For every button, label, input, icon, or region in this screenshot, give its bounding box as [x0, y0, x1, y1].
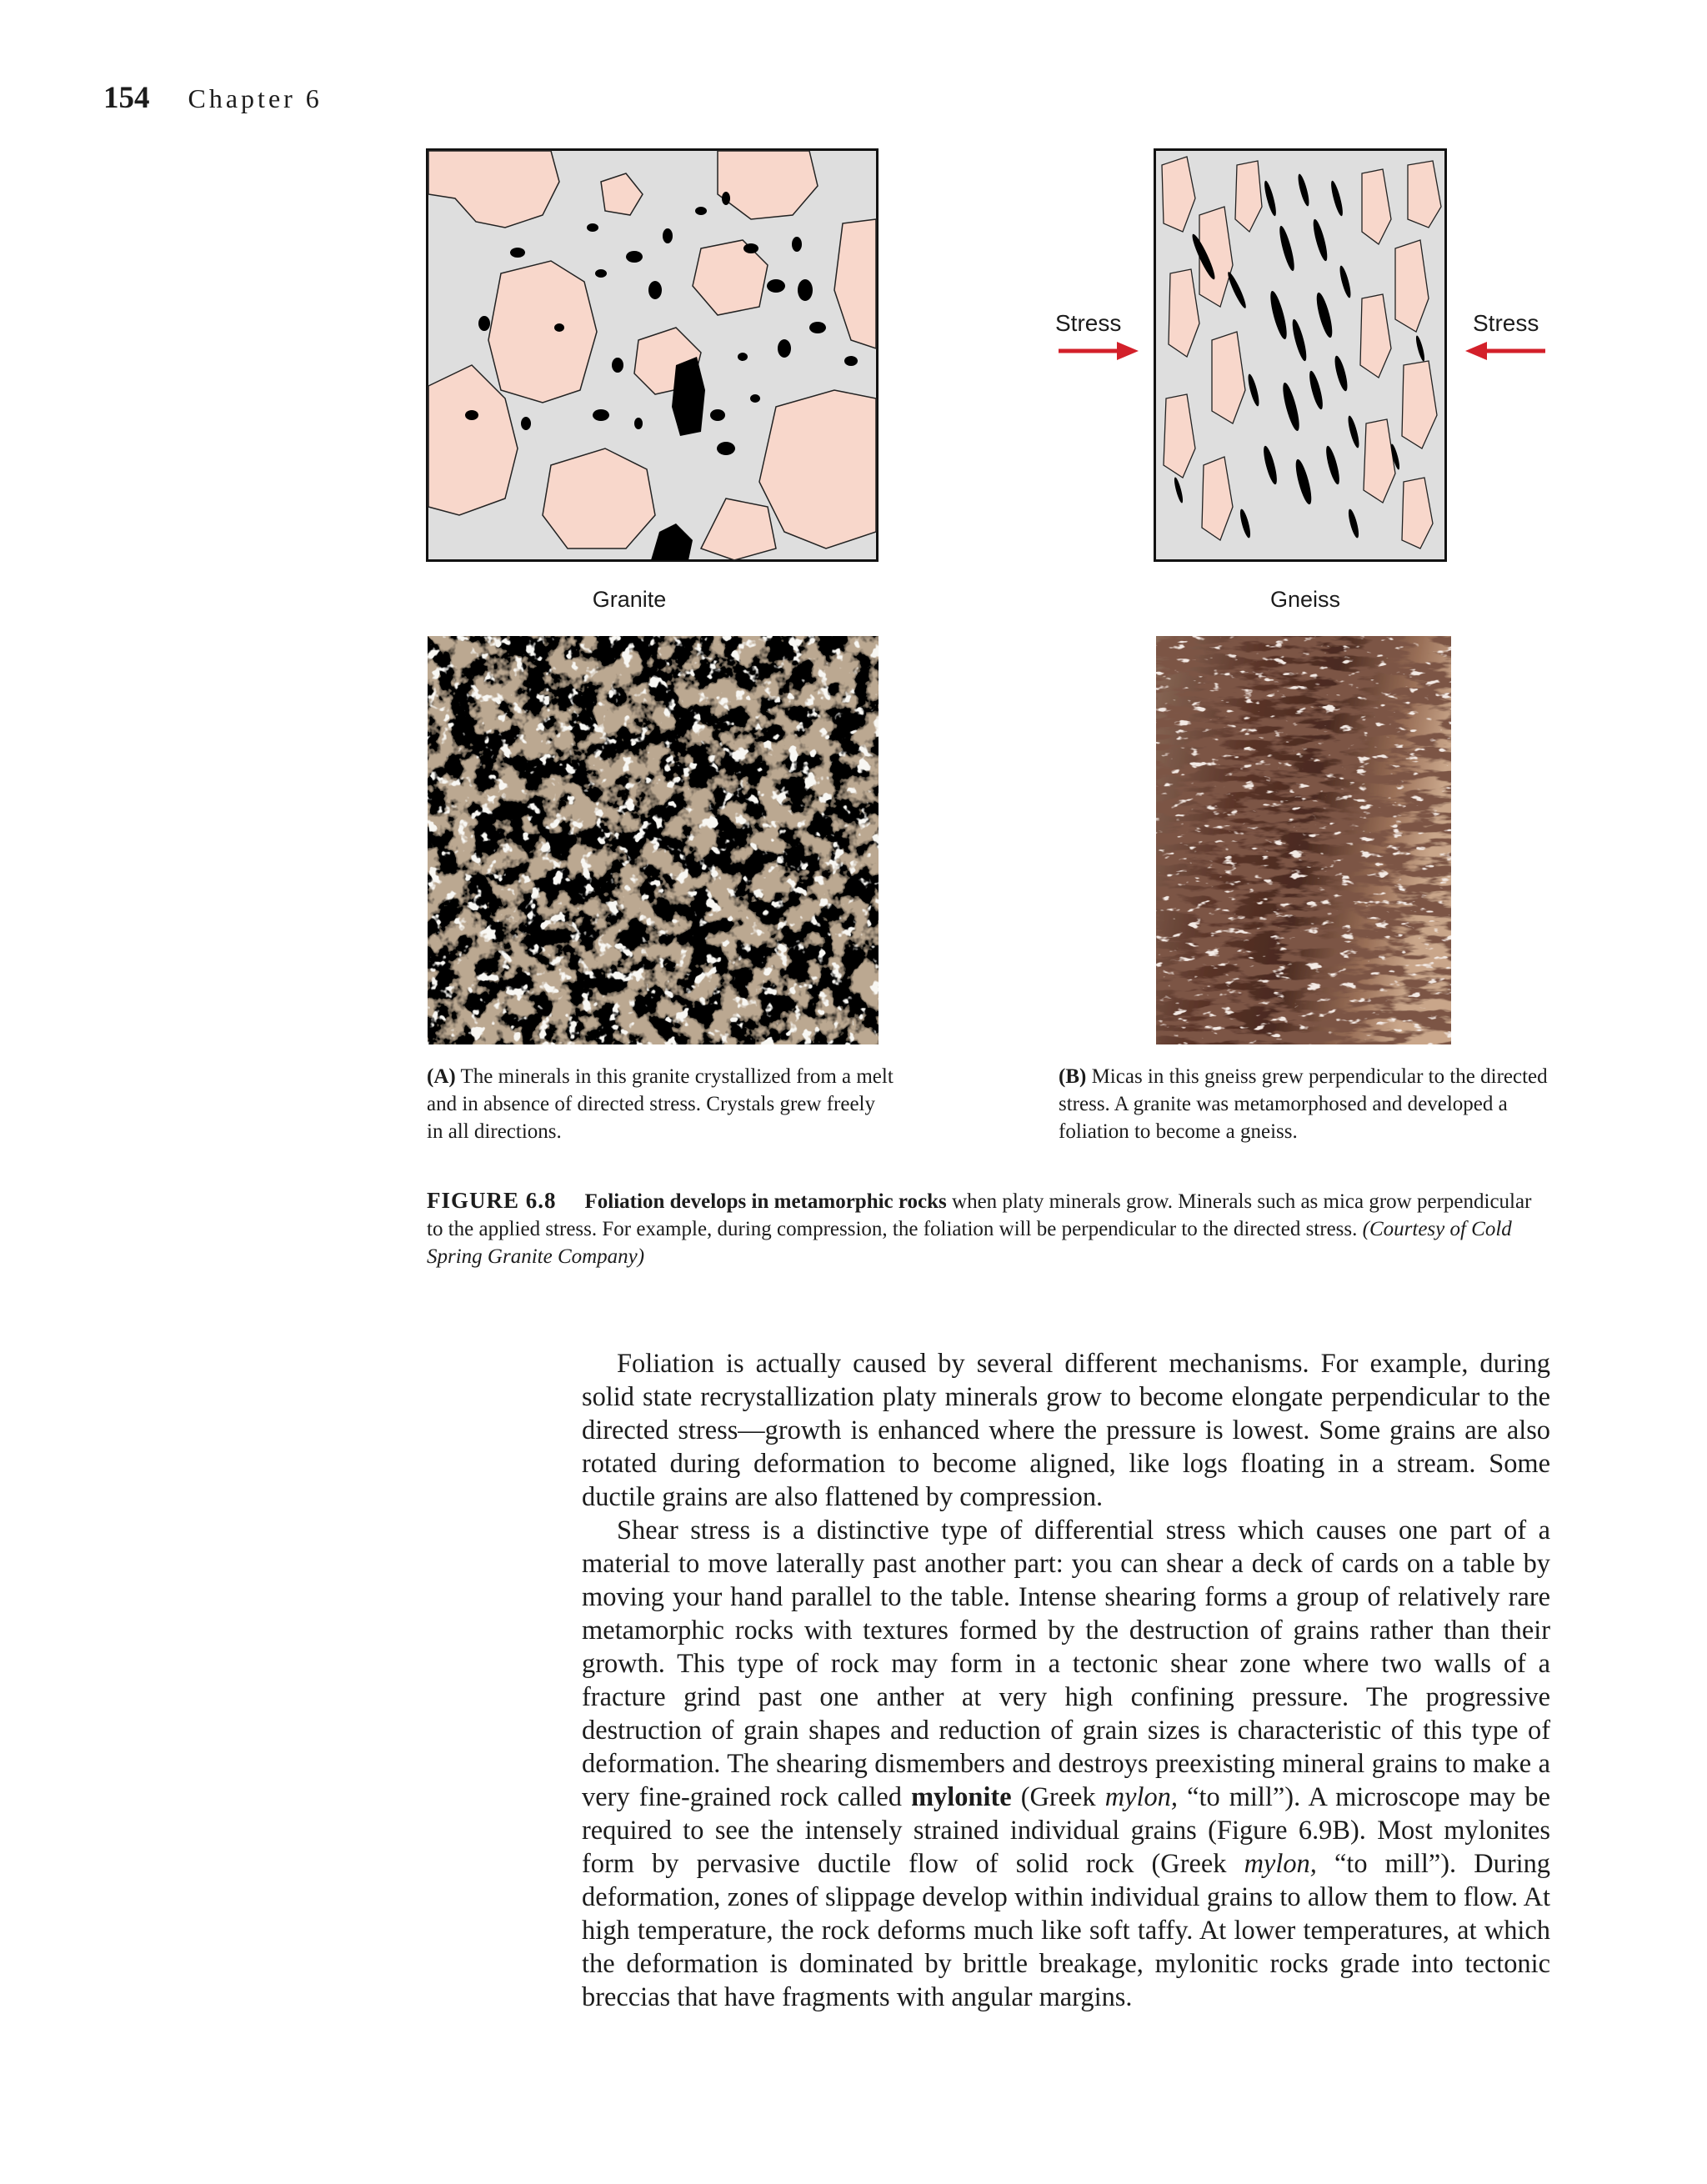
subcaption-b-tag: (B)	[1059, 1065, 1087, 1088]
figure-caption-text: when platy minerals grow. Minerals such as mica grow perpendicular to the applied stress. For example, during compression, the foliation will be perpendicular to the directed stress.	[427, 1190, 1532, 1240]
figure-caption	[427, 1187, 1552, 1270]
figure-number: FIGURE 6.8	[427, 1188, 557, 1213]
granite-label: Granite	[592, 587, 667, 612]
subcaption-a	[427, 1063, 894, 1145]
paragraph-2-part-d: “to mill”). During deformation, zones of slippage develop within individual grains to allow them to flow. At high temperature, the rock deforms much like soft taffy. At lower temperatures, at which the deformation is dominated by brittle breakage, mylonitic rocks grade into tectonic breccias that have fragments with angular margins.	[582, 1849, 1550, 2012]
greek-mylon-1: mylon,	[1104, 1782, 1178, 1812]
paragraph-2-part-a: Shear stress is a distinctive type of differential stress which causes one part of a material to move laterally past another part: you can shear a deck of cards on a table by moving your hand parallel to the table. Intense shearing forms a group of relatively rare metamorphic rocks with textures formed by the destruction of grains rather than their growth. This type of rock may form in a tectonic shear zone where two walls of a fracture grind past one anther at very high confining pressure. The progressive destruction of grain shapes and reduction of grain sizes is characteristic of this type of deformation. The shearing dismembers and destroys preexisting mineral grains to make a very fine-grained rock called	[582, 1515, 1550, 1812]
gneiss-sketch	[1154, 148, 1447, 562]
stress-arrow-left-icon	[1464, 340, 1547, 362]
term-mylonite: mylonite	[911, 1782, 1012, 1812]
figure-credit: (Courtesy of Cold Spring Granite Company)	[427, 1218, 1512, 1268]
paragraph-1: Foliation is actually caused by several different mechanisms. For example, during solid state recrystallization platy minerals grow to become elongate perpendicular to the directed stress—growth is enhanced where the pressure is lowest. Some grains are also rotated during deformation to become aligned, like logs floating in a stream. Some ductile grains are also flattened by compression.	[582, 1349, 1550, 1512]
greek-mylon-2: mylon,	[1244, 1849, 1317, 1879]
subcaption-a-text: The minerals in this granite crystallized from a melt and in absence of directed stress. Crystals grew freely in all directions.	[427, 1065, 894, 1143]
body-text	[582, 1347, 1550, 2014]
paragraph-2	[582, 1514, 1550, 2014]
chapter-title: Chapter 6	[188, 83, 323, 113]
gneiss-photo	[1156, 636, 1451, 1049]
page-number: 154	[103, 81, 150, 115]
stress-arrow-right-icon	[1057, 340, 1140, 362]
stress-left-label: Stress	[1055, 310, 1122, 336]
granite-sketch	[426, 148, 879, 562]
subcaption-b-text: Micas in this gneiss grew perpendicular to the directed stress. A granite was metamorphosed and developed a foliation to become a gneiss.	[1059, 1065, 1548, 1143]
gneiss-label: Gneiss	[1269, 587, 1341, 612]
paragraph-2-part-b: (Greek	[1011, 1782, 1105, 1812]
stress-right-label: Stress	[1473, 310, 1539, 336]
paragraph-2-part-c: “to mill”). A microscope may be required to see the intensely strained individual grains (Figure 6.9B). Most mylonites form by pervasive ductile flow of solid rock (Greek	[582, 1782, 1550, 1879]
subcaption-b	[1059, 1063, 1559, 1145]
granite-photo	[428, 636, 879, 1049]
figure-caption-lead: Foliation develops in metamorphic rocks	[584, 1190, 947, 1213]
subcaption-a-tag: (A)	[427, 1065, 456, 1088]
page-header	[103, 80, 323, 116]
